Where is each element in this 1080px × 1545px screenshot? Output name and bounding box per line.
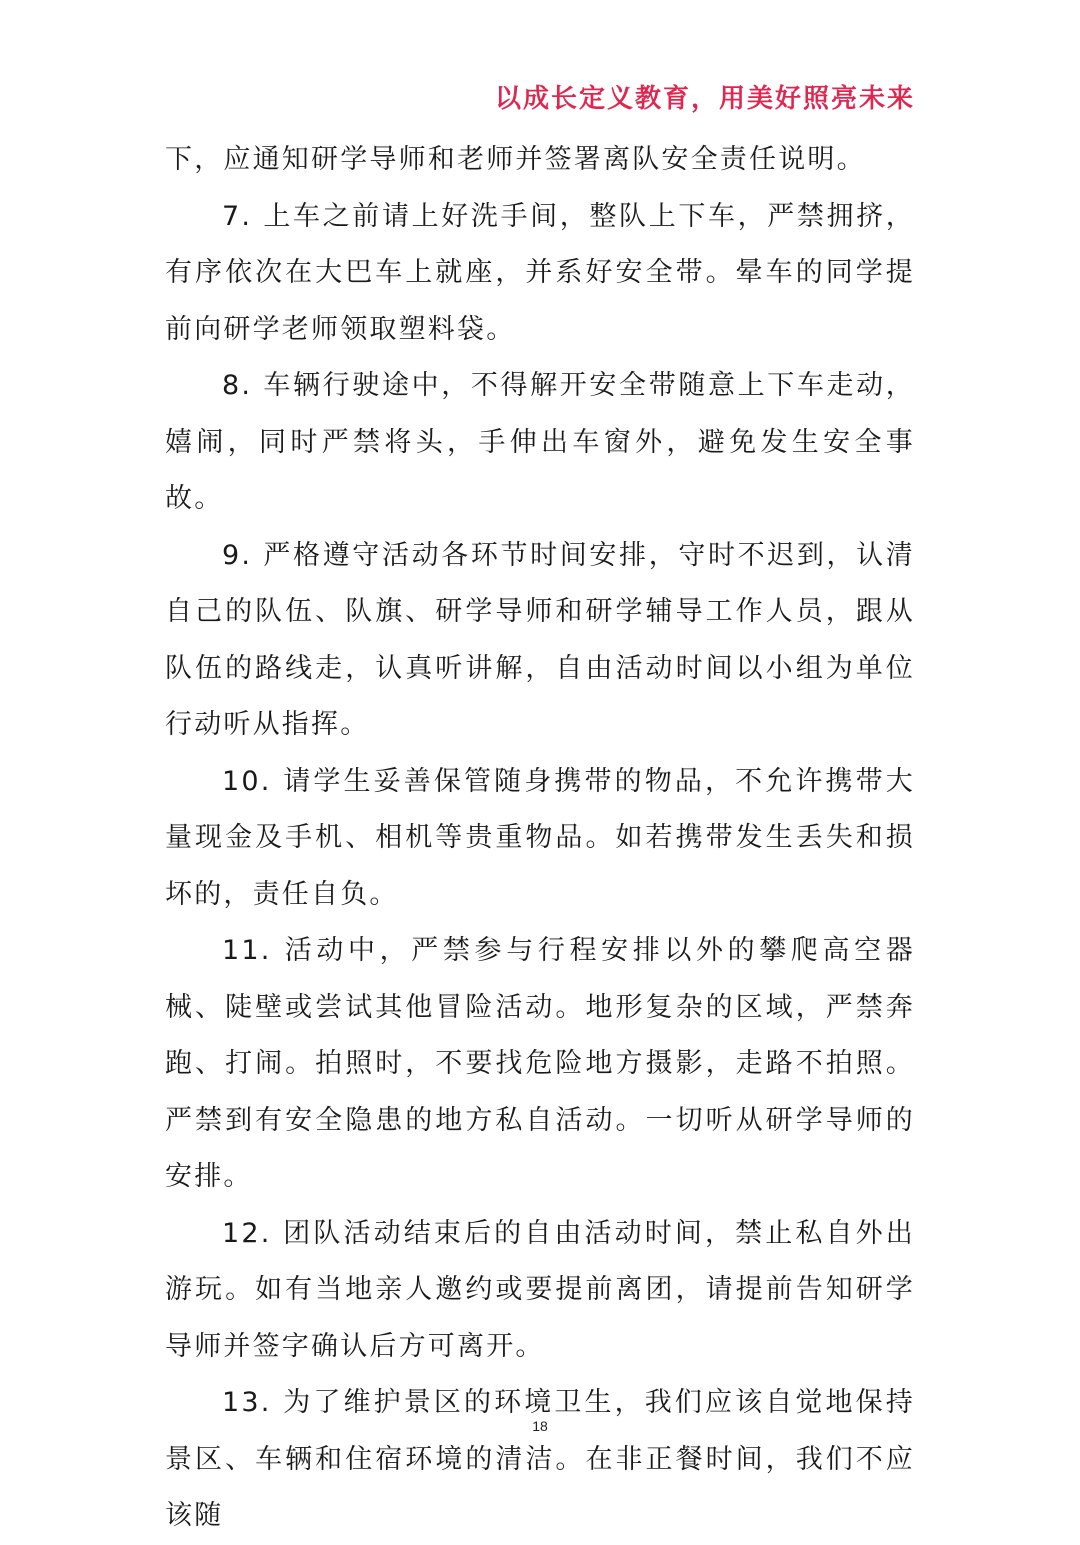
paragraph-item-8: 8. 车辆行驶途中，不得解开安全带随意上下车走动，嬉闹，同时严禁将头，手伸出车窗外，避免发生安全事故。	[165, 370, 915, 514]
paragraph-item-9: 9. 严格遵守活动各环节时间安排，守时不迟到，认清自己的队伍、队旗、研学导师和研学辅导工作人员，跟从队伍的路线走，认真听讲解，自由活动时间以小组为单位行动听从指挥。	[165, 539, 915, 740]
paragraph-item-10: 10. 请学生妥善保管随身携带的物品，不允许携带大量现金及手机、相机等贵重物品。如若携带发生丢失和损坏的，责任自负。	[165, 765, 915, 910]
paragraph-item-13: 13. 为了维护景区的环境卫生，我们应该自觉地保持景区、车辆和住宿环境的清洁。在非正餐时间，我们不应该随	[165, 1387, 915, 1531]
paragraph-item-11: 11. 活动中，严禁参与行程安排以外的攀爬高空器械、陡壁或尝试其他冒险活动。地形复杂的区域，严禁奔跑、打闹。拍照时，不要找危险地方摄影，走路不拍照。严禁到有安全隐患的地方私自活动。一切听从研学导师的安排。	[165, 935, 915, 1192]
header-slogan: 以成长定义教育，用美好照亮未来	[494, 84, 915, 114]
body-text	[165, 132, 915, 1545]
page-number: 18	[532, 1418, 548, 1434]
paragraph-item-7: 7. 上车之前请上好洗手间，整队上下车，严禁拥挤，有序依次在大巴车上就座，并系好安全带。晕车的同学提前向研学老师领取塑料袋。	[165, 200, 915, 345]
paragraph-continued: 下，应通知研学导师和老师并签署离队安全责任说明。	[165, 144, 866, 175]
paragraph-item-12: 12. 团队活动结束后的自由活动时间，禁止私自外出游玩。如有当地亲人邀约或要提前离团，请提前告知研学导师并签字确认后方可离开。	[165, 1217, 915, 1362]
